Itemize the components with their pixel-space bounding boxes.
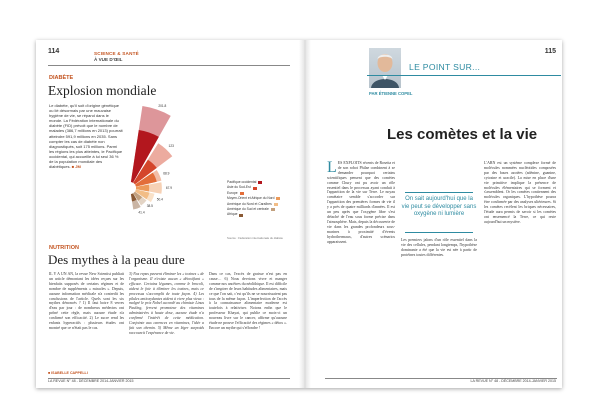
fan-value-label: 38.5 xyxy=(146,204,153,209)
nutrition-kicker: NUTRITION xyxy=(49,245,79,251)
fan-value-label: 41.4 xyxy=(138,210,145,215)
point-sur-rule xyxy=(367,75,561,76)
chart-source: Source : Fédération internationale du diabète xyxy=(227,236,283,240)
article-col-1 xyxy=(327,161,395,369)
article-col-3: L'ARN est un système complexe formé de molécules nommées nucléotides composées par des bases azotées (adénine, guanine, cytosine et uracile). La mise en place d'une vie primitive implique la présence de molécules élémentaires qui se forment et s'assemblent. Or les comètes contiennent des molécules organiques. L'hypothèse pourra être confirmée par des analyses ultérieures. Si les comètes recèlent les briques nécessaires, l'étude aura permis de savoir si les comètes ont ensemencé la Terre, ce qui reste aujourd'hui un mystère. xyxy=(484,161,556,224)
page-number-left: 114 xyxy=(48,48,60,55)
diabete-kicker: DIABÈTE xyxy=(49,75,74,81)
fan-value-label: 50.4 xyxy=(156,197,163,202)
rubric-sub: À VUE D'ŒIL xyxy=(94,57,123,62)
diabete-intro-text: Le diabète, qu'il soit d'origine génétique ou lié désormais par une mauvaise hygiène de vie, se répand dans le monde. La Fédération internationale du diabète (FID) prévoit que le nombre de malades (386,7 millions en 2013) pourrait atteindre 591,9 millions en 2035. Sans compter les cas de diabète non diagnostiqués, soit 175 millions. Parmi les régions les plus atteintes, le Pacifique occidental, qui accueille à lui seul 36 % de la population mondiale des diabétiques. xyxy=(49,103,123,170)
footer-left: LA REVUE N° 48 - DÉCEMBRE 2014-JANVIER 2015 xyxy=(48,379,134,383)
magazine-spread xyxy=(36,40,562,388)
footer-right: LA REVUE N° 48 - DÉCEMBRE 2014-JANVIER 2015 xyxy=(470,379,556,383)
pull-quote-rule-top xyxy=(405,192,473,193)
legend-label: Amérique du Nord et Caraïbes xyxy=(227,201,272,206)
dropcap: L xyxy=(327,159,337,176)
nutrition-col-2: 3) Nos repas peuvent éliminer les « toxines » de l'organisme. Il n'existe aucun « détoxifiant » efficace. Certains légumes, comme le brocoli, aident le foie à éliminer les toxines, mais ce processus s'accomplit de toute façon. 4) Les pilules antioxydantes aident à vivre plus vieux : malgré le prix Nobel accordé au chimiste Linus Pauling, fervent promoteur des vitamines administrées à haute dose, aucune étude n'a confirmé l'intérêt de cette médication. Conjointe aux carences en vitamines, l'idée a fait son chemin. 5) Même un léger surpoids raccourcit l'espérance de vie. xyxy=(129,272,204,335)
nutrition-col-1: IL Y A UN AN, la revue New Scientist publiait un article démontant les idées reçues sur les bienfaits supposés de certains régimes et de nombre de suppléments « miracles ». Depuis, aucune information médicale n'a contredit les conclusions de l'article. Quels sont les six mythes dénoncés ? 1) Il faut boire 8 verres d'eau par jour : de nombreux médecins ont prôné cette règle, mais aucune étude n'a confirmé son efficacité. 2) Le sucre rend les enfants hyperactifs : plusieurs études ont montré que ce n'était pas le cas. xyxy=(49,272,124,330)
article-col-2: Les premiers jalons d'un rôle essentiel dans la vie des cellules, pendant longtemps, l'hypothèse dominante a été que la vie est née à partir de protéines toutes différentes. xyxy=(401,238,477,257)
article-col-1-text: ES EXPLOITS récents de Rosetta et de son robot Philae combinent à se demander pourquoi certains scientifiques pensent que des comètes comme Chury ont pu avoir un rôle essentiel dans le processus ayant conduit à l'apparition de la vie sur Terre. Le noyau cométaire semble s'accorder sur l'apparition des premières formes de vie il y a près de quatre milliards d'années. Il est un peu après que l'oxygène libre s'est détaché de l'eau sous forme précise dans l'atmosphère. Mais, depuis la découverte de vie dans les grandes profondeurs sous-marines à proximité d'évents hydrothermaux, d'autres scénarios apparaissent. xyxy=(327,161,396,244)
diabete-intro-signature: ■ JM xyxy=(71,164,81,170)
legend-swatch xyxy=(240,192,244,195)
diabete-title: Explosion mondiale xyxy=(48,83,157,98)
header-rule xyxy=(48,65,290,66)
pull-quote: On sait aujourd'hui que la vie peut se développer sans oxygène ni lumière xyxy=(401,196,477,217)
article-title: Les comètes et la vie xyxy=(387,126,538,143)
diabete-intro xyxy=(49,103,123,169)
legend-label: Moyen-Orient et Afrique du Nord xyxy=(227,196,275,201)
legend-label: Amérique du Sud et centrale xyxy=(227,207,269,212)
author-photo-icon xyxy=(369,48,401,88)
legend-label: Afrique xyxy=(227,212,238,217)
rubric: SCIENCE & SANTÉ xyxy=(94,51,139,56)
nutrition-col-3: Dans ce cas, l'excès de graisse n'est pas en cause… 6) Nous devrions vivre et manger comme nos ancêtres du néolithique. Il est difficile de s'inspirer de leurs habitudes alimentaires, mais ce que l'on sait, c'est qu'ils ne se nourrissaient pas tous de la même façon. L'imperfection de l'accès à la connaissance alimentaire moderne est toutefois à relativiser. Notons enfin que le professeur Khayat, qui publie ce mois-ci un nouveau livre sur le cancer, affirme qu'aucune étude ne prouve l'efficacité des régimes « détox ». Encore un mythe qui s'effondre ! xyxy=(209,272,287,330)
pull-quote-rule-bottom xyxy=(405,232,473,233)
right-page xyxy=(311,40,562,388)
point-sur-banner: LE POINT SUR... xyxy=(409,62,481,72)
diabetes-fan-chart xyxy=(130,103,224,260)
nutrition-title: Des mythes à la peau dure xyxy=(48,252,185,267)
fan-value-label: 123 xyxy=(168,144,174,149)
legend-swatch xyxy=(271,208,275,211)
fan-value-label: 201.8 xyxy=(158,103,167,108)
legend-swatch xyxy=(239,214,243,217)
legend-item xyxy=(227,212,287,217)
legend-swatch xyxy=(253,187,257,190)
legend-label: Pacifique occidental xyxy=(227,180,257,184)
author-portrait xyxy=(369,48,401,88)
nutrition-credit: ■ ISABELLE CAPPELLI xyxy=(48,371,88,375)
fan-value-label: 68.9 xyxy=(163,171,170,176)
legend-label: Europe xyxy=(227,190,238,195)
legend-swatch xyxy=(274,203,278,206)
author-byline: PAR ÉTIENNE COPEL xyxy=(369,91,413,96)
legend-swatch xyxy=(276,197,280,200)
left-page xyxy=(36,40,299,388)
chart-legend xyxy=(227,180,287,218)
legend-swatch xyxy=(258,181,262,184)
fan-hub xyxy=(124,182,136,194)
legend-label: Asie du Sud-Est xyxy=(227,185,251,190)
page-gutter xyxy=(299,40,311,388)
fan-value-label: 67.9 xyxy=(165,186,173,190)
page-number-right: 115 xyxy=(544,48,556,55)
